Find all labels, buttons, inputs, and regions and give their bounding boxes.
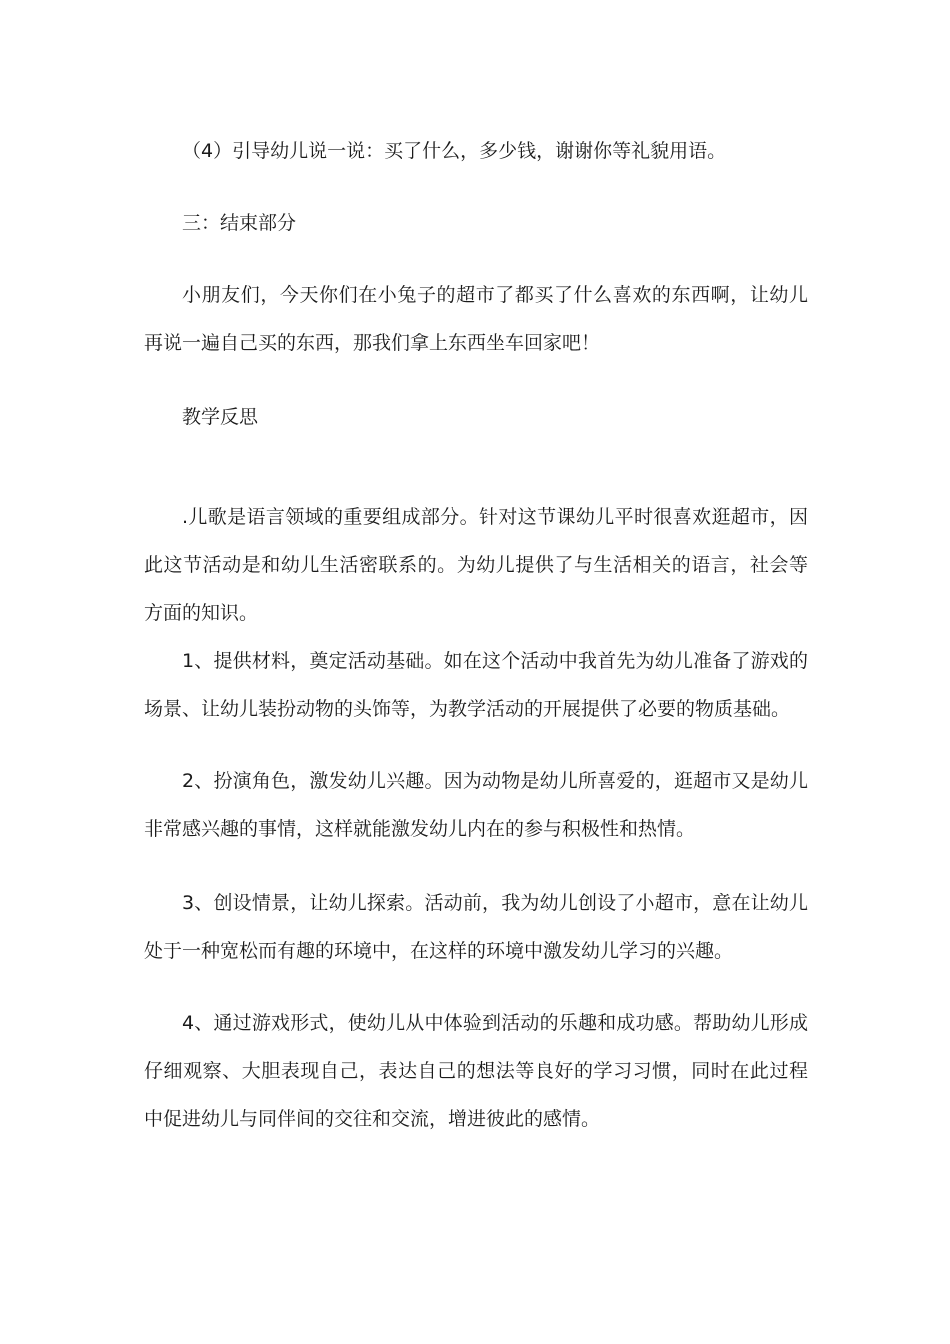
paragraph-reflection-intro: .儿歌是语言领域的重要组成部分。针对这节课幼儿平时很喜欢逛超市，因此这节活动是和幼儿生活密联系的。为幼儿提供了与生活相关的语言，社会等方面的知识。 — [144, 506, 808, 624]
paragraph-reflection-point-4: 4、通过游戏形式，使幼儿从中体验到活动的乐趣和成功感。帮助幼儿形成仔细观察、大胆表现自己，表达自己的想法等良好的学习习惯，同时在此过程中促进幼儿与同伴间的交往和交流，增进彼此的感情。 — [144, 1012, 808, 1130]
paragraph-reflection-point-2: 2、扮演角色，激发幼儿兴趣。因为动物是幼儿所喜爱的，逛超市又是幼儿非常感兴趣的事情，这样就能激发幼儿内在的参与积极性和热情。 — [144, 770, 808, 840]
section-heading-reflection: 教学反思 — [182, 406, 259, 428]
paragraph-reflection-point-3: 3、创设情景，让幼儿探索。活动前，我为幼儿创设了小超市，意在让幼儿处于一种宽松而有趣的环境中，在这样的环境中激发幼儿学习的兴趣。 — [144, 892, 808, 962]
section-heading-ending: 三：结束部分 — [182, 212, 297, 234]
paragraph-reflection-point-1: 1、提供材料，奠定活动基础。如在这个活动中我首先为幼儿准备了游戏的场景、让幼儿装扮动物的头饰等，为教学活动的开展提供了必要的物质基础。 — [144, 650, 808, 720]
paragraph-step-4: （4）引导幼儿说一说：买了什么，多少钱，谢谢你等礼貌用语。 — [182, 140, 727, 162]
paragraph-closing-speech: 小朋友们，今天你们在小兔子的超市了都买了什么喜欢的东西啊，让幼儿再说一遍自己买的东西，那我们拿上东西坐车回家吧！ — [144, 284, 808, 354]
